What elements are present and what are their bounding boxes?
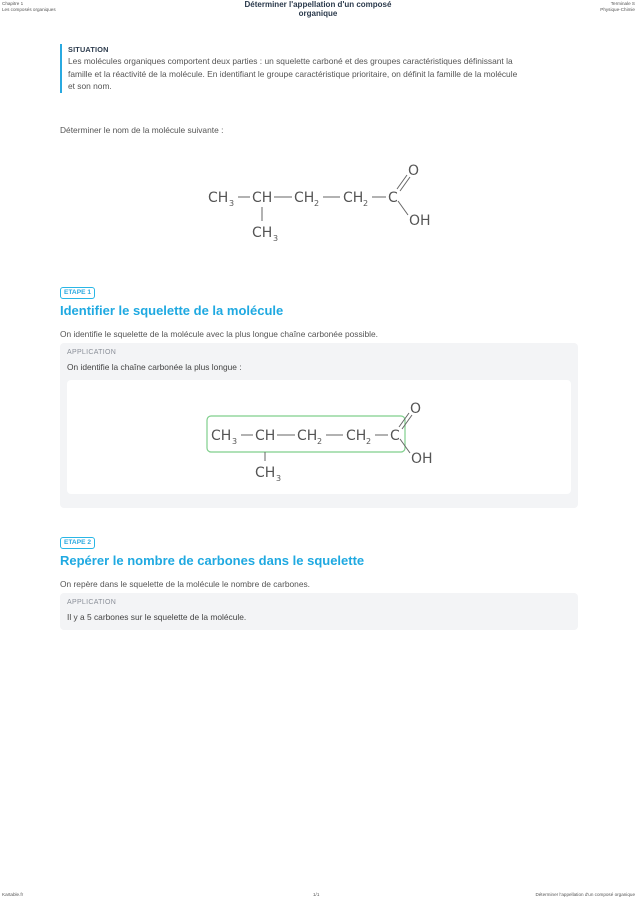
situation-label: SITUATION (68, 45, 109, 54)
chain-atom-4: CH (346, 428, 367, 444)
oxygen-atom: O (410, 401, 422, 417)
chain-atom-1: CH (208, 190, 229, 206)
footer-page-number: 1/1 (313, 892, 320, 897)
chain-atom-5: C (388, 190, 398, 206)
oxygen-atom: O (408, 163, 420, 179)
chain-atom-2: CH (255, 428, 276, 444)
situation-box (60, 44, 575, 93)
molecule-diagram (200, 155, 440, 250)
chain-sub-4: 2 (363, 199, 369, 208)
step1-desc: On identifie le squelette de la molécule avec la plus longue chaîne carbonée possible. (60, 329, 378, 339)
chain-atom-4: CH (343, 190, 364, 206)
molecule-diagram-highlighted (200, 393, 440, 488)
chain-sub-1: 3 (229, 199, 235, 208)
situation-text: Les molécules organiques comportent deux parties : un squelette carboné et des groupes caractéristiques définissant la famille et la réactivité de la molécule. En identifiant le groupe caractéristique prioritaire, on définit la famille de la molécule et son nom. (68, 56, 518, 92)
step1-title: Identifier le squelette de la molécule (60, 303, 284, 318)
chapter-header (2, 1, 56, 12)
step2-title: Repérer le nombre de carbones dans le squelette (60, 553, 365, 568)
class-level: Terminale S (610, 1, 635, 6)
branch-atom: CH (255, 465, 276, 481)
chain-atom-5: C (390, 428, 400, 444)
step2-desc: On repère dans le squelette de la molécule le nombre de carbones. (60, 579, 311, 589)
chain-sub-1: 3 (232, 437, 238, 446)
step1-badge: ETAPE 1 (60, 287, 95, 299)
question-text: Déterminer le nom de la molécule suivante : (60, 125, 224, 135)
chain-sub-4: 2 (366, 437, 372, 446)
chain-atom-3: CH (297, 428, 318, 444)
footer-title: Déterminer l'appellation d'un composé organique (535, 892, 635, 897)
chain-sub-3: 2 (314, 199, 320, 208)
application-text: Il y a 5 carbones sur le squelette de la molécule. (67, 612, 247, 622)
page-title: Déterminer l'appellation d'un composé organique (244, 0, 392, 18)
footer-site: Kartable.fr (2, 892, 24, 897)
step1-application (60, 343, 578, 508)
class-header (600, 1, 635, 12)
branch-sub: 3 (273, 234, 279, 243)
subject: Physique-Chimie (600, 6, 635, 12)
step2-badge: ETAPE 2 (60, 537, 95, 549)
chain-atom-1: CH (211, 428, 232, 444)
chain-atom-2: CH (252, 190, 273, 206)
chain-sub-3: 2 (317, 437, 323, 446)
application-label: APPLICATION (67, 349, 117, 356)
chain-atom-3: CH (294, 190, 315, 206)
application-label: APPLICATION (67, 599, 117, 606)
branch-atom: CH (252, 225, 273, 241)
hydroxyl-group: OH (409, 213, 431, 229)
application-figure (67, 380, 571, 494)
application-text: On identifie la chaîne carbonée la plus longue : (67, 362, 242, 372)
step2-application (60, 593, 578, 630)
chapter-number: Chapitre 1 (2, 1, 24, 6)
branch-sub: 3 (276, 474, 282, 483)
hydroxyl-group: OH (411, 451, 433, 467)
chapter-title: Les composés organiques (2, 6, 56, 12)
